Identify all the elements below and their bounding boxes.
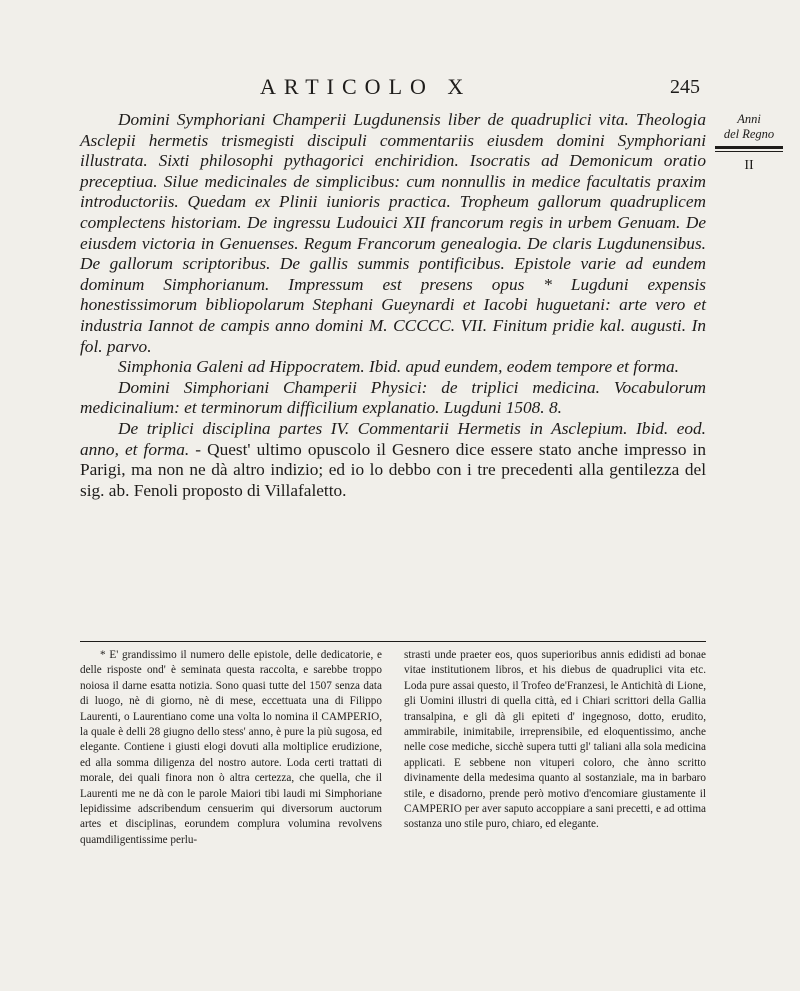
footnotes <box>80 648 706 848</box>
footnote-column-right <box>404 648 706 848</box>
page-number: 245 <box>670 76 700 98</box>
paragraph-4-roman: Quest' ultimo opuscolo il Gesnero dice essere stato anche impresso in Parigi, ma non ne dà altro indizio; ed io lo debbo con i tre precedenti alla gentilezza del sig. ab. Fenoli proposto di Villafaletto. <box>80 439 706 500</box>
footnote-divider <box>80 641 706 642</box>
reign-year: II <box>744 158 754 173</box>
paragraph-3: Domini Simphoriani Champerii Physici: de triplici medicina. Vocabulorum medicinalium: et terminorum difficilium explanatio. Lugduni 1508. 8. <box>80 377 706 418</box>
footnote-left-text: * E' grandissimo il numero delle epistole, delle dedicatorie, e delle risposte ond' è seminata questa raccolta, e sarebbe troppo noiosa il darne esatta notizia. Sono quasi tutte del 1507 senza data di luogo, nè di giorno, nè di mese, eccettuata una di Filippo Laurenti, o Laurentiano come una volta lo nomina il CAMPERIO, la quale è delli 28 giugno dello stess' anno, è pure la più sugosa, ed elegante. Contiene i giusti elogi dovuti alla moltiplice erudizione, ed alla somma diligenza del nostro autore. Loda certi trattati di morale, dei quali finora non ò altra certezza, che quella, che il Laurenti me ne dà con le parole Maiori tibi laudi mi Simphoriane lepidissime adscribendum censuerim qui diversorum auctorum artes et disciplinas, eorundem complura volumina revolvens quamdiligentissime perlu- <box>80 649 382 846</box>
margin-note <box>707 112 791 173</box>
article-heading: ARTICOLO X <box>260 74 472 99</box>
paragraph-4 <box>80 419 706 501</box>
main-text <box>80 110 706 501</box>
paragraph-1: Domini Symphoriani Champerii Lugdunensis liber de quadruplici vita. Theologia Asclepii hermetis trismegisti discipuli commentariis eiusdem domini Symphoriani illustrata. Sixti philosophi pythagorici enchiridion. Isocratis ad Demonicum oratio preceptiua. Silue medicinales de simplicibus: cum nonnullis in medice facultatis praxim introductoriis. Quedam ex Plinii iunioris practica. Tropheum gallorum quadruplicem complectens historiam. De ingressu Ludouici XII francorum regis in urbem Genuam. De eiusdem victoria in Genuenses. Regum Francorum genealogia. De claris Lugdunensibus. De gallorum scriptoribus. De gallis summis pontificibus. Epistole varie ad eundem dominum Simphorianum. Impressum est presens opus * Lugduni expensis honestissimorum bibliopolarum Stephani Gueynardi et Iacobi huguetani: arte vero et industria Iannot de campis anno domini M. CCCCC. VII. Finitum pridie kal. augusti. In fol. parvo. <box>80 110 706 356</box>
margin-note-line1: Anni <box>737 112 761 126</box>
margin-rule-thick <box>715 146 783 149</box>
margin-note-line2: del Regno <box>723 127 775 141</box>
paragraph-2: Simphonia Galeni ad Hippocratem. Ibid. apud eundem, eodem tempore et forma. <box>118 357 679 377</box>
footnote-right-text: strasti unde praeter eos, quos superioribus annis edidisti ad bonae vitae institutionem libros, et his diebus de quadruplici vita etc. Loda pure assai questo, il Trofeo de'Franzesi, le Antichità di Lione, gli Uomini illustri di quella città, ed i Chiari scrittori della Gallia transalpina, e gli dà gli epiteti d' ingegnoso, dotto, erudito, ammirabile, inimitabile, irreprensibile, ed eloquentissimo, anche nelle cose mediche, sicchè supera tutti gl' taliani alla sola medicina applicati. E sebbene non vituperi coloro, che ànno scritto divinamente della medesima quanto al sostanziale, ma in barbaro stile, e disadorno, prende però motivo d'encomiare giustamente il CAMPERIO per aver saputo accoppiare a sani precetti, e ad ottima sostanza uno stile puro, chiaro, ed elegante. <box>404 649 706 831</box>
footnote-column-left <box>80 648 382 848</box>
paragraph-4-italic: De triplici disciplina partes IV. Commentarii Hermetis in Asclepium. Ibid. eod. anno, et forma. - <box>80 418 706 459</box>
margin-rule-thin <box>715 151 783 152</box>
